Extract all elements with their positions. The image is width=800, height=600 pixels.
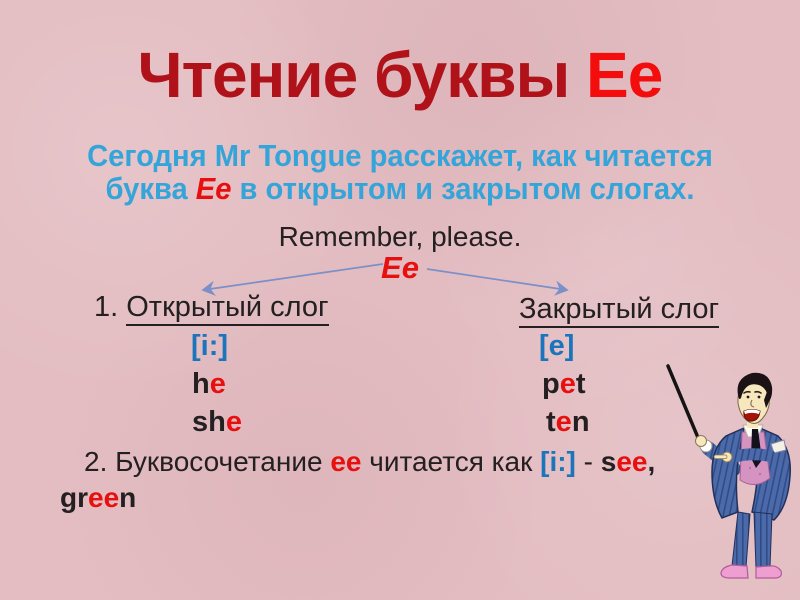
transcription-closed-syllable: [e] (539, 330, 575, 362)
word-he: he (192, 368, 226, 400)
word-she: she (192, 406, 242, 438)
subtitle (24, 139, 776, 205)
rule2-paragraph: 2. Буквосочетание ее читается как [i:] - see, green (60, 446, 656, 514)
subtitle-line2: буква Ее в открытом и закрытом слогах. (105, 171, 695, 207)
column-left-header (94, 291, 329, 324)
column-right-header (519, 293, 719, 326)
subtitle-line1: Сегодня Mr Tongue расскажет, как читается (87, 138, 713, 173)
remember-text: Remember, please. (278, 221, 522, 252)
column-left-number: 1. (94, 291, 127, 323)
page-title-main: Чтение буквы (137, 39, 587, 111)
page-title (0, 38, 800, 112)
pointer-stick-icon (668, 366, 699, 440)
page-title-accent: Ее (586, 39, 663, 111)
ee-node: Ee (381, 250, 419, 285)
column-left-header-label: Открытый слог (126, 291, 328, 326)
teacher-character-illustration (652, 356, 798, 594)
column-right-header-label: Закрытый слог (519, 293, 719, 328)
transcription-open-syllable: [i:] (191, 330, 229, 362)
word-pet: pet (542, 368, 586, 400)
word-ten: ten (546, 406, 590, 438)
